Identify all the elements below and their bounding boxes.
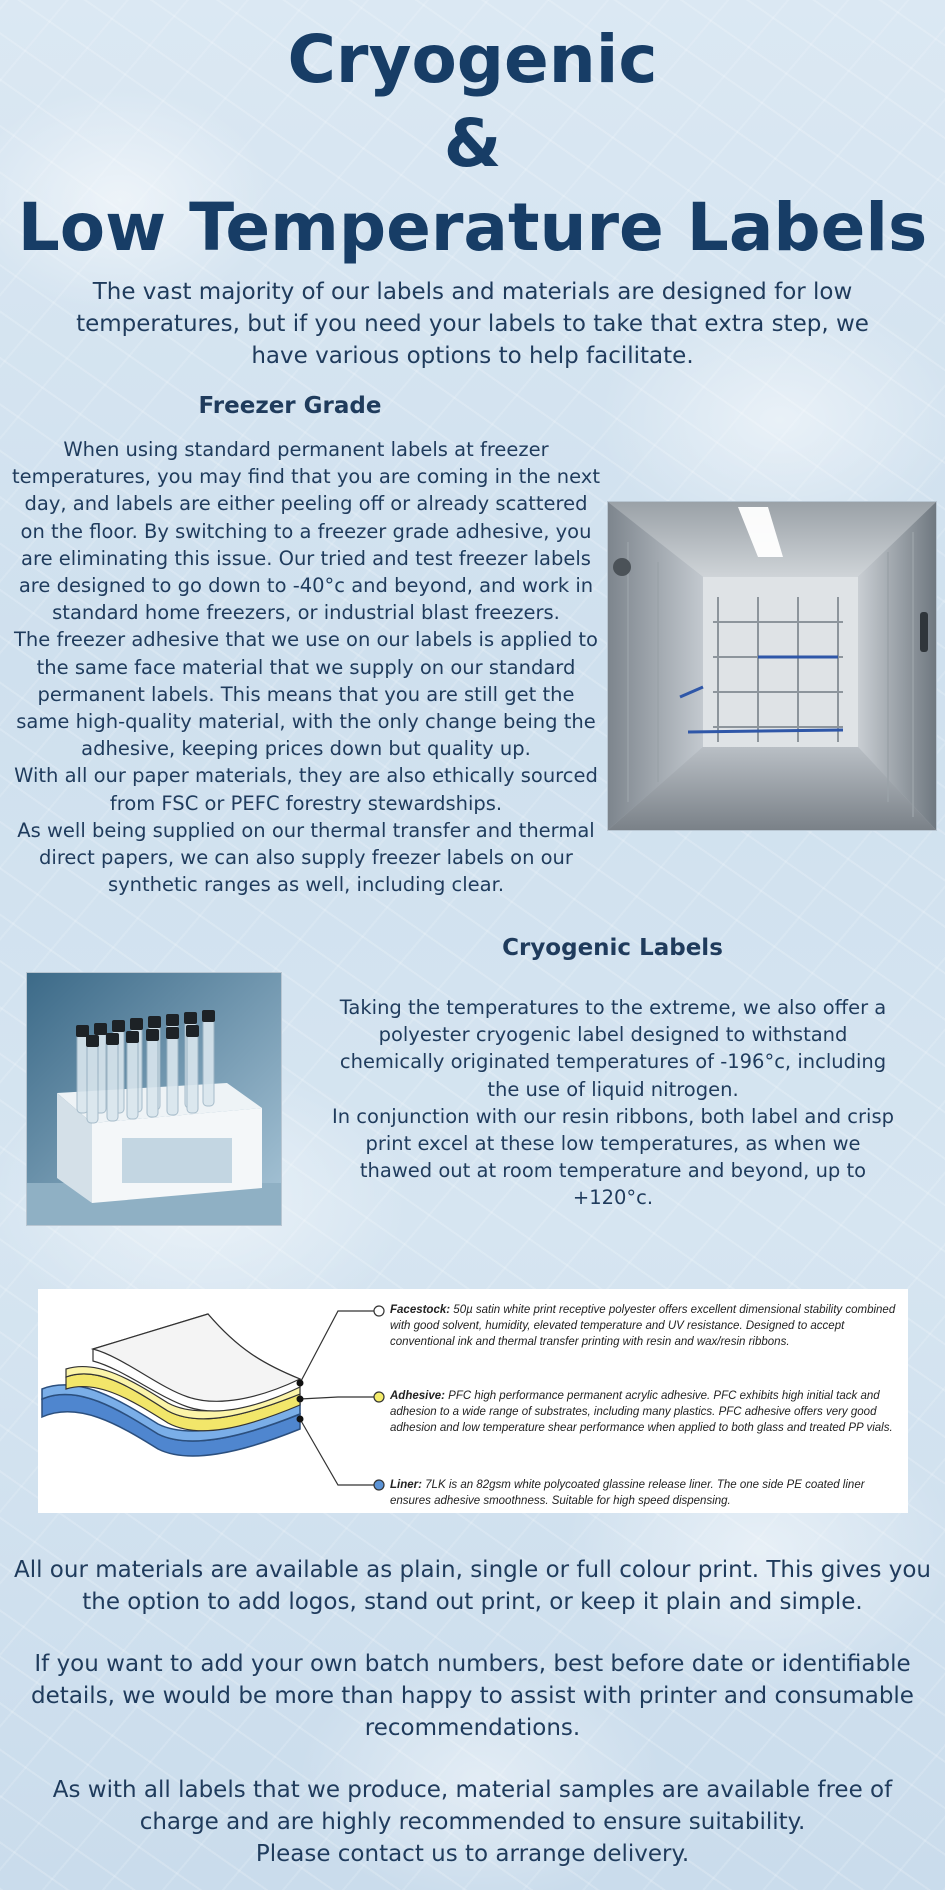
closing-text	[10, 1554, 935, 1870]
freezer-room-illustration	[608, 502, 936, 830]
facestock-label: Facestock:	[390, 1304, 451, 1316]
closing-paragraph-1: All our materials are available as plain, single or full colour print. This gives you the option to add logos, stand out print, or keep it plain and simple.	[13, 1557, 932, 1615]
freezer-heading: Freezer Grade	[198, 393, 382, 419]
freezer-body	[12, 436, 600, 898]
freezer-paragraph-2: The freezer adhesive that we use on our labels is applied to the same face material that we supply on our standard permanent labels. This means that you are still get the same high-quality material, with the only change being the adhesive, keeping prices down but quality up.	[14, 628, 598, 761]
material-layers-diagram	[38, 1289, 908, 1513]
test-tubes-illustration	[27, 973, 281, 1225]
adhesive-text: PFC high performance permanent acrylic adhesive. PFC exhibits high initial tack and adhesion to a wide range of substrates, including many plastics. PFC adhesive offers very good adhesion and low temperature shear performance when applied to both glass and treated PP vials.	[390, 1390, 893, 1434]
closing-contact: Please contact us to arrange delivery.	[255, 1841, 690, 1867]
title-line-1: Cryogenic	[287, 21, 658, 98]
adhesive-marker	[374, 1392, 384, 1402]
freezer-paragraph-3: With all our paper materials, they are also ethically sourced from FSC or PEFC forestry stewardships.	[14, 764, 598, 815]
facestock-text: 50µ satin white print receptive polyester offers excellent dimensional stability combined with good solvent, humidity, elevated temperature and UV resistance. Designed to accept conventional ink and thermal transfer printing with resin and wax/resin ribbons.	[390, 1304, 896, 1348]
freezer-room-image	[607, 501, 937, 831]
title-line-2: &	[443, 105, 502, 182]
intro-text: The vast majority of our labels and materials are designed for low temperatures, but if you need your labels to take that extra step, we have various options to help facilitate.	[76, 279, 869, 369]
liner-description	[390, 1477, 900, 1509]
liner-text: 7LK is an 82gsm white polycoated glassine release liner. The one side PE coated liner ensures adhesive smoothness. Suitable for high speed dispensing.	[390, 1479, 865, 1507]
facestock-description	[390, 1302, 900, 1350]
freezer-paragraph-4: As well being supplied on our thermal transfer and thermal direct papers, we can also supply freezer labels on our synthetic ranges as well, including clear.	[17, 818, 595, 897]
closing-paragraph-2: If you want to add your own batch numbers, best before date or identifiable details, we would be more than happy to assist with printer and consumable recommendations.	[31, 1651, 914, 1741]
cryogenic-heading: Cryogenic Labels	[502, 935, 723, 961]
closing-paragraph-3: As with all labels that we produce, material samples are available free of charge and are highly recommended to ensure suitability.	[52, 1777, 893, 1835]
cryogenic-paragraph-2: In conjunction with our resin ribbons, both label and crisp print excel at these low temperatures, as when we thawed out at room temperature and beyond, up to +120°c.	[331, 1104, 894, 1210]
cryogenic-paragraph-1: Taking the temperatures to the extreme, we also offer a polyester cryogenic label designed to withstand chemically originated temperatures of -196°c, including the use of liquid nitrogen.	[339, 996, 887, 1101]
facestock-marker	[374, 1306, 384, 1316]
adhesive-label: Adhesive:	[390, 1390, 445, 1402]
test-tubes-image	[26, 972, 282, 1226]
liner-marker	[374, 1480, 384, 1490]
title-line-3: Low Temperature Labels	[17, 189, 928, 266]
cryogenic-body	[330, 994, 896, 1212]
freezer-paragraph-1: When using standard permanent labels at freezer temperatures, you may find that you are coming in the next day, and labels are either peeling off or already scattered on the floor. By switching to a freezer grade adhesive, you are eliminating this issue. Our tried and test freezer labels are designed to go down to -40°c and beyond, and work in standard home freezers, or industrial blast freezers.	[12, 438, 600, 625]
liner-label: Liner:	[390, 1479, 422, 1491]
adhesive-description	[390, 1388, 900, 1436]
page-title	[0, 18, 945, 270]
